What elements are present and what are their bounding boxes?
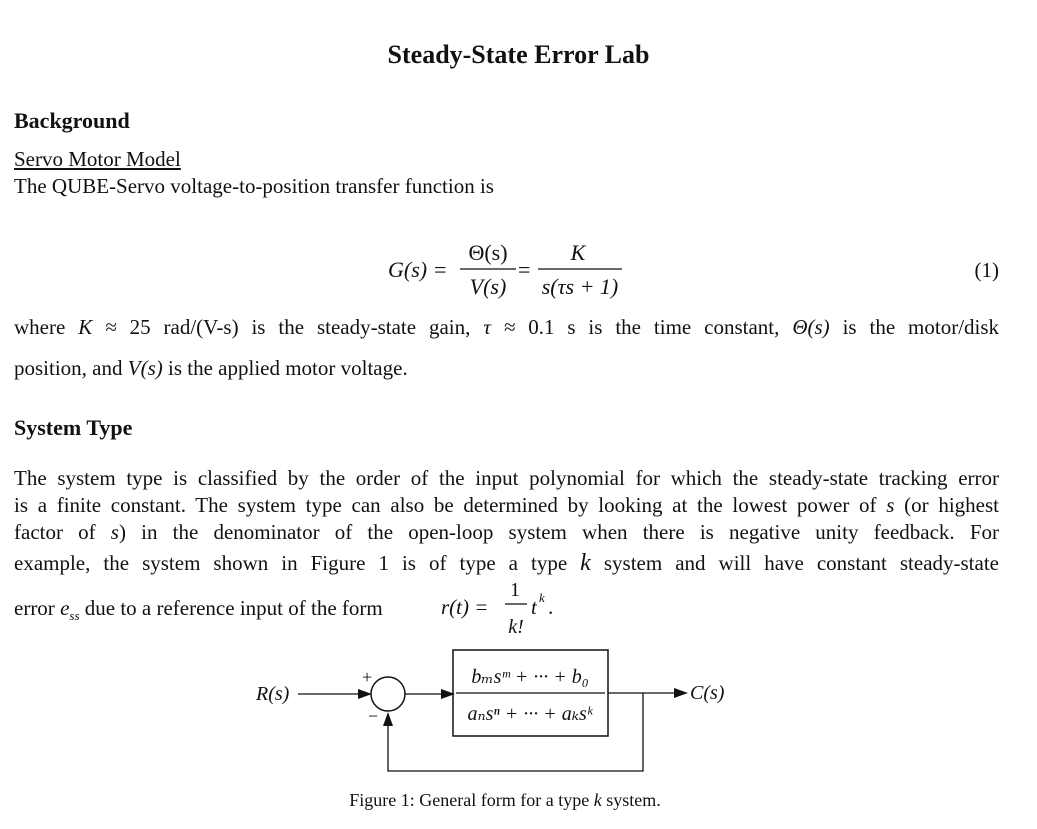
equation-number: (1) [974,258,999,282]
minus-sign: − [368,706,379,726]
system-type-line-3: factor of s) in the denominator of the open-loop system when there is negative unity feedback. For [14,520,999,544]
equation-frac2-numerator: K [570,240,586,265]
system-type-heading: System Type [14,415,133,440]
system-type-line-1: The system type is classified by the order of the input polynomial for which the steady-state tracking error [14,466,999,490]
tf-numerator: bₘsᵐ + ··· + b₀ [471,666,589,688]
figure-caption: Figure 1: General form for a type k system. [349,790,661,810]
where-line-2: position, and V(s) is the applied motor voltage. [14,356,408,380]
input-arrow [358,689,372,699]
ref-eq-t: t [531,595,537,619]
background-heading: Background [14,108,130,133]
equation-lhs: G(s) = [388,257,448,282]
tf-denominator: aₙsⁿ + ··· + aₖsᵏ [467,703,593,725]
ref-eq-period: . [548,595,554,619]
intro-text: The QUBE-Servo voltage-to-position transfer function is [14,174,494,198]
servo-motor-model-subheading: Servo Motor Model [14,147,181,171]
equation-frac1-numerator: Θ(s) [468,240,508,265]
feedback-arrow [383,712,393,726]
system-type-line-5: error $e_{ss}$ due to a reference input of the form [14,596,383,624]
ref-eq-frac-numerator: 1 [510,579,520,601]
ref-eq-lhs: r(t) = [441,595,489,619]
input-label-r: R(s) [256,683,290,705]
output-arrow [674,688,688,698]
ref-eq-frac-denominator: k! [508,616,524,638]
equation-equals: = [518,257,531,282]
plus-sign: + [362,667,373,687]
system-type-line-4: example, the system shown in Figure 1 is of type a type k system and will have constant steady-state [14,550,999,576]
where-line-1: where K ≈ 25 rad/(V-s) is the steady-state gain, τ ≈ 0.1 s is the time constant, Θ(s) is the motor/disk [14,315,1000,339]
page-title: Steady-State Error Lab [387,40,650,69]
equation-frac2-denominator: s(τs + 1) [541,274,619,299]
ref-eq-exponent: k [539,590,545,605]
equation-frac1-denominator: V(s) [469,274,507,299]
output-label-c: C(s) [690,682,725,704]
system-type-line-2: is a finite constant. The system type can also be determined by looking at the lowest power of s (or highest [14,493,1000,517]
